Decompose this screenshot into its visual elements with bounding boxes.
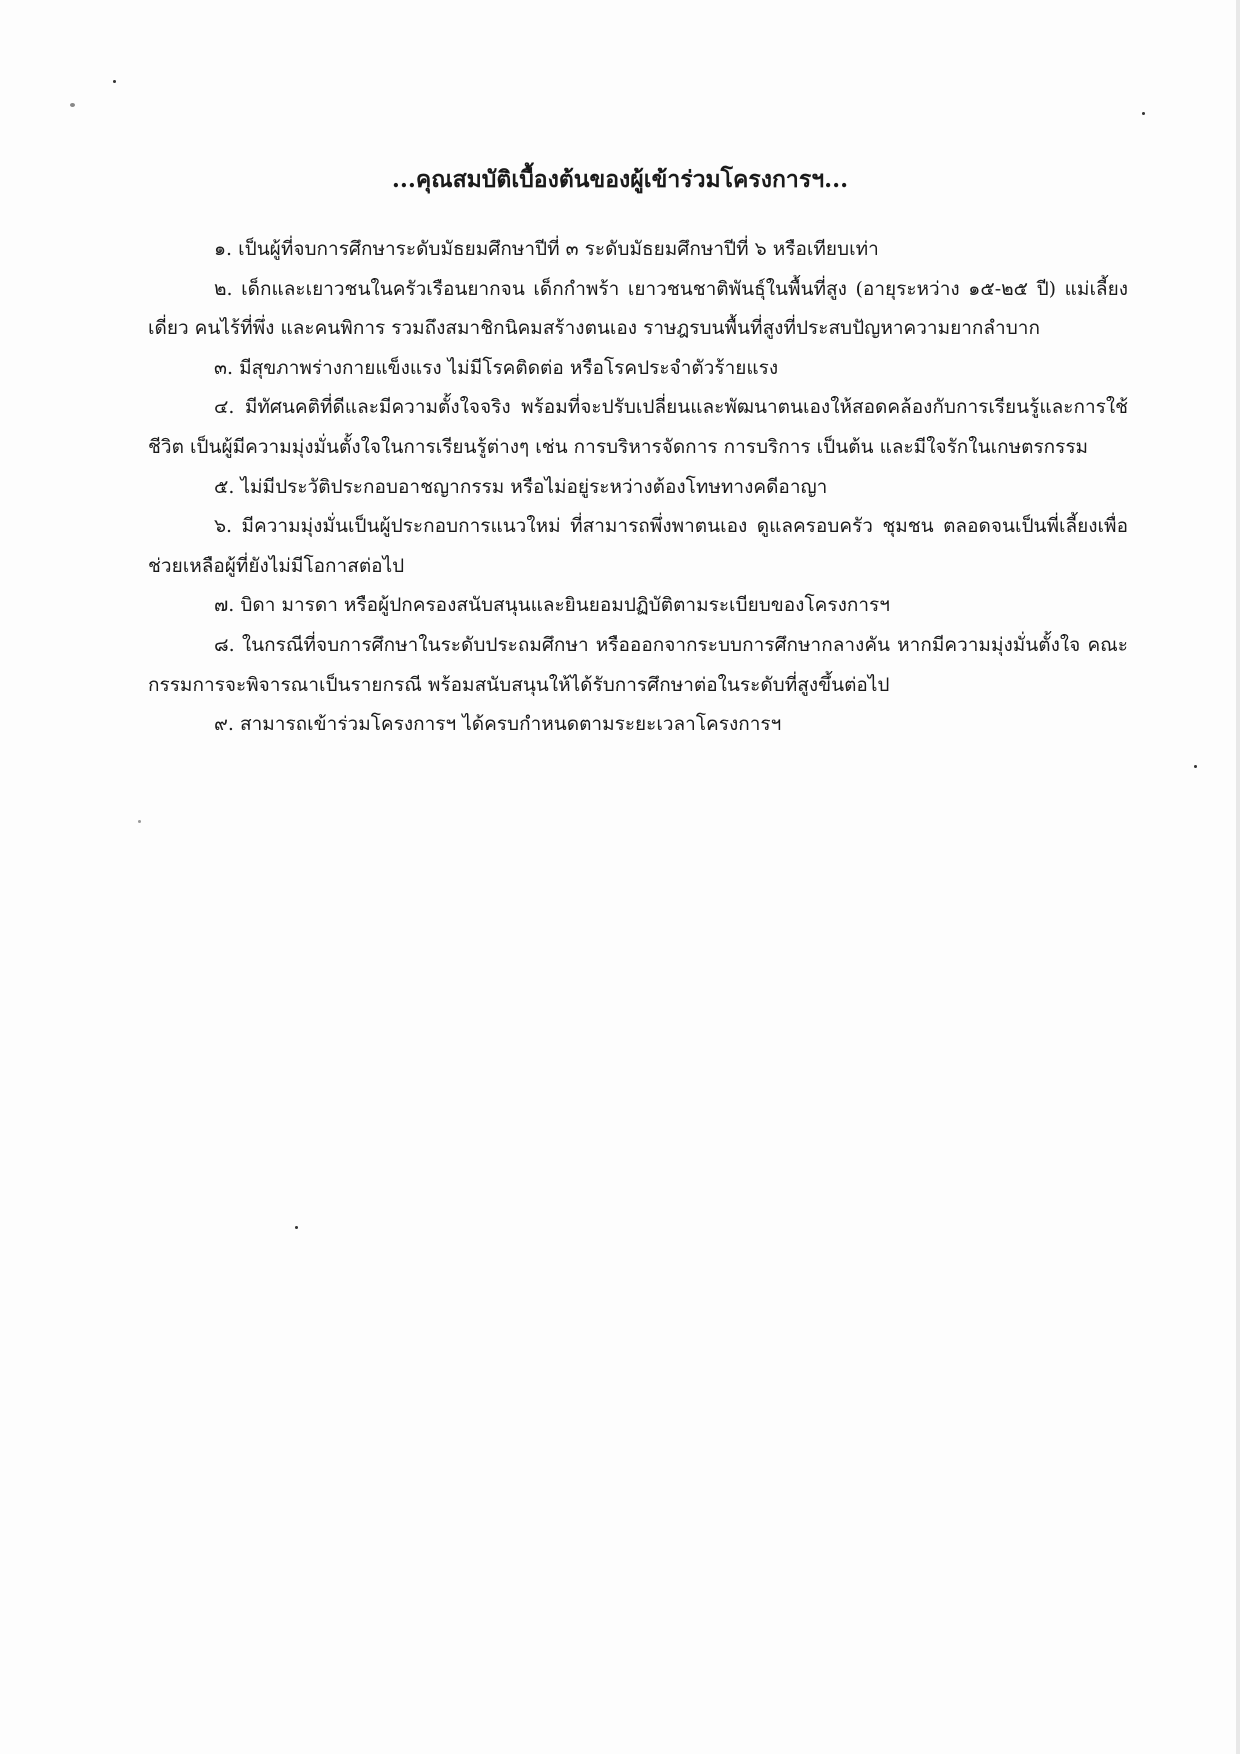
list-item: ๙. สามารถเข้าร่วมโครงการฯ ได้ครบกำหนดตามระยะเวลาโครงการฯ	[214, 713, 782, 736]
qualifications-list	[148, 230, 1128, 745]
scan-speck	[113, 80, 116, 83]
list-item: ๗. บิดา มารดา หรือผู้ปกครองสนับสนุนและยินยอมปฏิบัติตามระเบียบของโครงการฯ	[214, 594, 890, 617]
scan-edge	[1236, 0, 1240, 1754]
list-item: ๔. มีทัศนคติที่ดีและมีความตั้งใจจริง พร้อมที่จะปรับเปลี่ยนและพัฒนาตนเองให้สอดคล้องกับการเรียนรู้และการใช้ชีวิต เป็นผู้มีความมุ่งมั่นตั้งใจในการเรียนรู้ต่างๆ เช่น การบริหารจัดการ การบริการ เป็นต้น และมีใจรักในเกษตรกรรม	[148, 396, 1128, 458]
scan-speck	[70, 103, 75, 107]
list-item: ๓. มีสุขภาพร่างกายแข็งแรง ไม่มีโรคติดต่อ หรือโรคประจำตัวร้ายแรง	[214, 356, 779, 379]
scan-speck	[138, 820, 141, 823]
list-item: ๑. เป็นผู้ที่จบการศึกษาระดับมัธยมศึกษาปีที่ ๓ ระดับมัธยมศึกษาปีที่ ๖ หรือเทียบเท่า	[214, 238, 879, 260]
list-item: ๘. ในกรณีที่จบการศึกษาในระดับประถมศึกษา หรือออกจากระบบการศึกษากลางคัน หากมีความมุ่งมั่นตั้งใจ คณะกรรมการจะพิจารณาเป็นรายกรณี พร้อมสนับสนุนให้ได้รับการศึกษาต่อในระดับที่สูงขึ้นต่อไป	[148, 633, 1128, 696]
scan-speck	[1142, 112, 1145, 115]
list-item: ๒. เด็กและเยาวชนในครัวเรือนยากจน เด็กกำพร้า เยาวชนชาติพันธุ์ในพื้นที่สูง (อายุระหว่าง ๑๕-๒๕ ปี) แม่เลี้ยงเดี่ยว คนไร้ที่พึ่ง และคนพิการ รวมถึงสมาชิกนิคมสร้างตนเอง ราษฎรบนพื้นที่สูงที่ประสบปัญหาความยากลำบาก	[148, 277, 1128, 340]
list-item: ๕. ไม่มีประวัติประกอบอาชญากรรม หรือไม่อยู่ระหว่างต้องโทษทางคดีอาญา	[214, 475, 828, 498]
list-item: ๖. มีความมุ่งมั่นเป็นผู้ประกอบการแนวใหม่ ที่สามารถพึ่งพาตนเอง ดูแลครอบครัว ชุมชน ตลอดจนเป็นพี่เลี้ยงเพื่อช่วยเหลือผู้ที่ยังไม่มีโอกาสต่อไป	[148, 515, 1128, 577]
page-title: ...คุณสมบัติเบื้องต้นของผู้เข้าร่วมโครงการฯ...	[391, 166, 849, 193]
scan-speck	[295, 1226, 298, 1229]
scan-speck	[1194, 765, 1197, 768]
